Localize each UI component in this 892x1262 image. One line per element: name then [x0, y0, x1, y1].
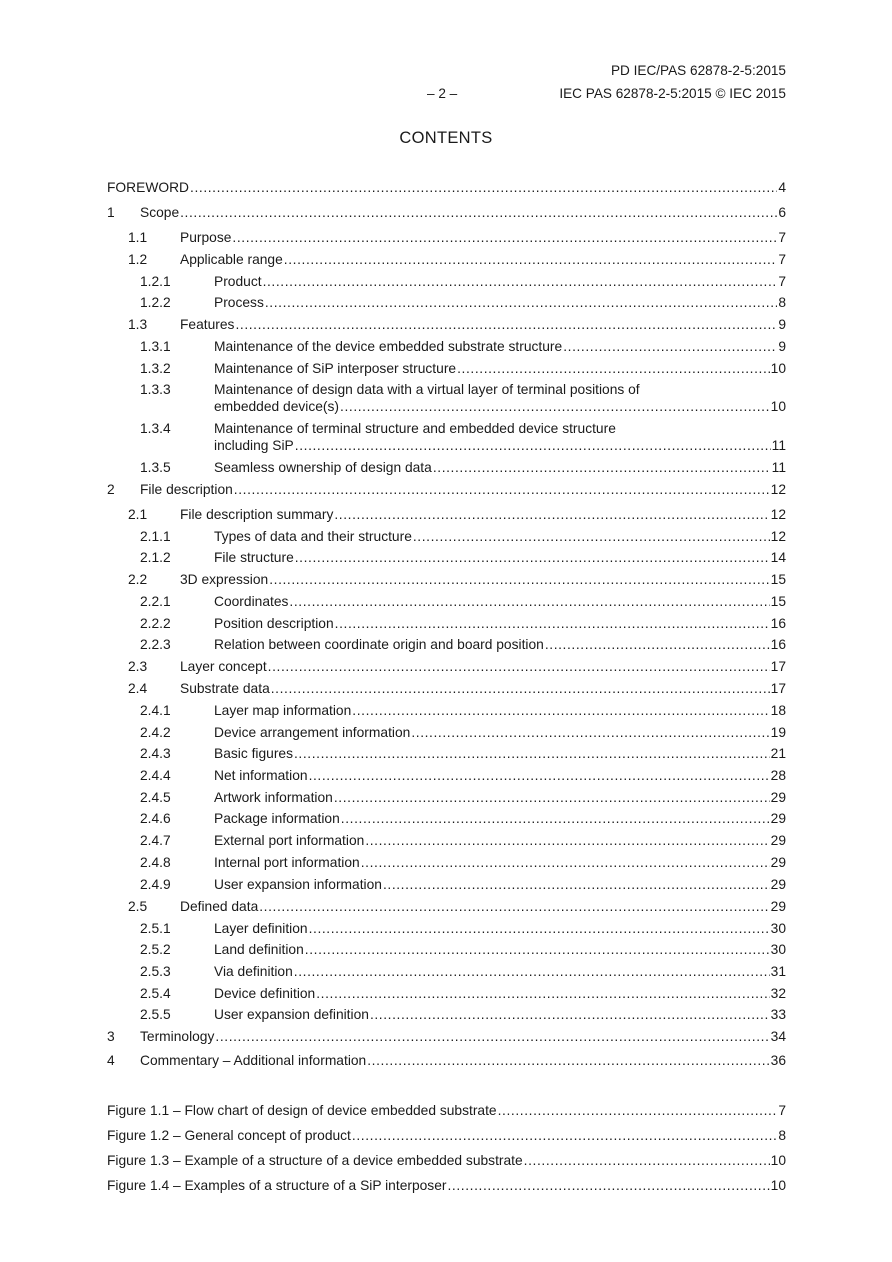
toc-entry-text-line: Maintenance of terminal structure and embedded device structure: [214, 421, 616, 436]
figure-entry-page: 7: [778, 1103, 786, 1118]
toc-entry-title: Layer map information: [214, 703, 352, 718]
dot-leader: [370, 1006, 770, 1023]
toc-entry-page: 10: [770, 399, 786, 414]
toc-entry-title: Package information: [214, 811, 340, 826]
toc-entry-number: 1.3.1: [140, 339, 171, 354]
toc-entry-number: 2.1: [128, 507, 148, 522]
dot-leader: [340, 398, 770, 415]
dot-leader: [334, 506, 769, 523]
dot-leader: [269, 571, 769, 588]
toc-entry[interactable]: [107, 481, 786, 498]
toc-entry-title: Substrate data: [180, 681, 270, 696]
toc-entry[interactable]: [140, 549, 786, 566]
dot-leader: [383, 876, 770, 893]
dot-leader: [295, 549, 770, 566]
figure-entry-title: Figure 1.4 – Examples of a structure of a SiP interposer: [107, 1178, 447, 1193]
toc-entry-page: 9: [778, 339, 786, 354]
toc-entry-number: 3: [107, 1029, 115, 1044]
toc-entry-number: 2.5.5: [140, 1007, 171, 1022]
dot-leader: [361, 854, 770, 871]
toc-entry-page: 29: [770, 855, 786, 870]
toc-entry-number: 1.3.5: [140, 460, 171, 475]
toc-entry-page: 7: [778, 252, 786, 267]
copyright-line: IEC PAS 62878-2-5:2015 © IEC 2015: [559, 86, 786, 101]
toc-entry-title: Maintenance of SiP interposer structure: [214, 361, 457, 376]
dot-leader: [284, 251, 778, 268]
toc-entry[interactable]: [140, 636, 786, 653]
dot-leader: [295, 437, 771, 454]
dot-leader: [316, 985, 769, 1002]
toc-entry-number: 2.2.1: [140, 594, 171, 609]
toc-entry-number: 1.2: [128, 252, 148, 267]
figure-entry-page: 10: [770, 1153, 786, 1168]
toc-entry[interactable]: [107, 1052, 786, 1069]
dot-leader: [190, 179, 777, 196]
dot-leader: [524, 1152, 770, 1169]
dot-leader: [289, 593, 769, 610]
dot-leader: [268, 658, 770, 675]
toc-entry-number: 2.4.1: [140, 703, 171, 718]
toc-entry-number: 1.3: [128, 317, 148, 332]
toc-entry[interactable]: [140, 338, 786, 355]
toc-entry[interactable]: [140, 854, 786, 871]
toc-entry-number: 2.3: [128, 659, 148, 674]
dot-leader: [335, 615, 770, 632]
toc-entry-page: 11: [771, 460, 786, 475]
toc-entry-number: 1.3.2: [140, 361, 171, 376]
toc-entry-number: 1.2.2: [140, 295, 171, 310]
toc-entry-number: 2.1.2: [140, 550, 171, 565]
toc-entry-title: Seamless ownership of design data: [214, 460, 432, 475]
toc-entry-title: Position description: [214, 616, 334, 631]
toc-entry-title: File description summary: [180, 507, 334, 522]
figure-entry[interactable]: [107, 1102, 786, 1119]
figure-entry-title: Figure 1.2 – General concept of product: [107, 1128, 351, 1143]
toc-entry-title: Defined data: [180, 899, 259, 914]
toc-entry[interactable]: [140, 615, 786, 632]
toc-entry-page: 33: [770, 1007, 786, 1022]
toc-entry-title: Internal port information: [214, 855, 360, 870]
toc-entry-title: Features: [180, 317, 235, 332]
dot-leader: [305, 941, 770, 958]
toc-entry[interactable]: [140, 963, 786, 980]
toc-entry-title: Scope: [140, 205, 180, 220]
toc-entry-page: 4: [778, 180, 786, 195]
figure-entry-page: 8: [778, 1128, 786, 1143]
toc-entry[interactable]: [140, 876, 786, 893]
toc-entry-title: Layer concept: [180, 659, 267, 674]
page-title: CONTENTS: [399, 129, 493, 147]
toc-entry-number: 2.4.4: [140, 768, 171, 783]
toc-entry-title: FOREWORD: [107, 180, 190, 195]
dot-leader: [263, 273, 778, 290]
toc-entry-title: Maintenance of the device embedded substrate structure: [214, 339, 563, 354]
toc-entry-title: Purpose: [180, 230, 232, 245]
toc-entry[interactable]: [140, 360, 786, 377]
toc-entry-page: 17: [770, 681, 786, 696]
dot-leader: [545, 636, 770, 653]
toc-entry[interactable]: [140, 459, 786, 476]
toc-entry-page: 17: [770, 659, 786, 674]
toc-entry[interactable]: [107, 179, 786, 196]
toc-entry-page: 8: [778, 295, 786, 310]
toc-entry-page: 16: [770, 616, 786, 631]
toc-entry-page: 28: [770, 768, 786, 783]
dot-leader: [352, 1127, 777, 1144]
toc-entry-page: 29: [770, 899, 786, 914]
toc-entry-title: User expansion definition: [214, 1007, 369, 1022]
toc-entry-number: 2.2.2: [140, 616, 171, 631]
toc-entry-page: 30: [770, 921, 786, 936]
toc-entry-number: 2.4.6: [140, 811, 171, 826]
toc-entry[interactable]: [140, 767, 786, 784]
toc-entry-page: 36: [770, 1053, 786, 1068]
toc-entry-title: File description: [140, 482, 233, 497]
toc-entry-page: 6: [778, 205, 786, 220]
toc-entry[interactable]: [140, 593, 786, 610]
toc-entry[interactable]: [128, 506, 786, 523]
dot-leader: [563, 338, 777, 355]
toc-entry-number: 2.4.5: [140, 790, 171, 805]
toc-entry-number: 2.2: [128, 572, 148, 587]
toc-entry-page: 29: [770, 833, 786, 848]
toc-entry-title: Land definition: [214, 942, 304, 957]
toc-entry-title: Device definition: [214, 986, 316, 1001]
toc-entry[interactable]: [140, 724, 786, 741]
dot-leader: [232, 229, 777, 246]
toc-entry[interactable]: [140, 1006, 786, 1023]
toc-entry-number: 2.1.1: [140, 529, 171, 544]
toc-entry[interactable]: [140, 273, 786, 290]
toc-entry-title: Process: [214, 295, 264, 310]
toc-entry-number: 2.5: [128, 899, 148, 914]
toc-entry-number: 1.1: [128, 230, 148, 245]
toc-entry-title: Coordinates: [214, 594, 289, 609]
toc-entry-title: External port information: [214, 833, 365, 848]
toc-entry-page: 34: [770, 1029, 786, 1044]
dot-leader: [234, 481, 770, 498]
toc-entry[interactable]: [128, 898, 786, 915]
toc-entry[interactable]: [140, 985, 786, 1002]
dot-leader: [447, 1177, 769, 1194]
toc-entry[interactable]: [140, 920, 786, 937]
toc-entry-number: 2.5.3: [140, 964, 171, 979]
toc-entry-title: Basic figures: [214, 746, 293, 761]
toc-entry[interactable]: [140, 789, 786, 806]
toc-entry-page: 29: [770, 811, 786, 826]
dot-leader: [294, 745, 770, 762]
toc-entry-title: Net information: [214, 768, 308, 783]
toc-entry-page: 29: [770, 790, 786, 805]
page-number: – 2 –: [427, 86, 458, 101]
toc-entry-page: 15: [770, 594, 786, 609]
toc-entry[interactable]: [140, 528, 786, 545]
toc-entry[interactable]: [107, 1028, 786, 1045]
dot-leader: [341, 810, 770, 827]
dot-leader: [367, 1052, 769, 1069]
figure-entry[interactable]: [107, 1127, 786, 1144]
toc-entry-title: File structure: [214, 550, 294, 565]
figure-entry[interactable]: [107, 1177, 786, 1194]
toc-entry[interactable]: [107, 204, 786, 221]
toc-entry-number: 4: [107, 1053, 115, 1068]
toc-entry-page: 19: [770, 725, 786, 740]
toc-entry-number: 1.2.1: [140, 274, 171, 289]
toc-entry[interactable]: [140, 702, 786, 719]
dot-leader: [365, 832, 769, 849]
toc-entry[interactable]: [128, 251, 786, 268]
dot-leader: [294, 963, 770, 980]
toc-entry-title: 3D expression: [180, 572, 269, 587]
toc-entry-page: 16: [770, 637, 786, 652]
dot-leader: [259, 898, 769, 915]
toc-entry-number: 2.4: [128, 681, 148, 696]
toc-entry[interactable]: [128, 680, 786, 697]
toc-entry[interactable]: [140, 941, 786, 958]
dot-leader: [215, 1028, 769, 1045]
toc-entry-page: 7: [778, 230, 786, 245]
toc-entry[interactable]: [140, 294, 786, 311]
dot-leader: [498, 1102, 778, 1119]
toc-entry-title: User expansion information: [214, 877, 382, 892]
toc-entry-number: 2.4.7: [140, 833, 171, 848]
toc-entry-page: 12: [770, 529, 786, 544]
toc-entry-page: 18: [770, 703, 786, 718]
toc-entry[interactable]: [128, 229, 786, 246]
toc-entry-page: 32: [770, 986, 786, 1001]
toc-entry-page: 14: [770, 550, 786, 565]
dot-leader: [411, 724, 769, 741]
dot-leader: [352, 702, 769, 719]
toc-entry-number: 2.5.2: [140, 942, 171, 957]
toc-entry[interactable]: [140, 810, 786, 827]
document-code: PD IEC/PAS 62878-2-5:2015: [610, 63, 786, 78]
toc-entry-page: 21: [770, 746, 786, 761]
toc-entry-page: 7: [778, 274, 786, 289]
toc-entry-page: 11: [771, 438, 786, 453]
toc-entry-number: 2: [107, 482, 115, 497]
dot-leader: [309, 767, 770, 784]
toc-entry-title: Layer definition: [214, 921, 308, 936]
toc-entry-page: 9: [778, 317, 786, 332]
dot-leader: [180, 204, 777, 221]
toc-entry[interactable]: [140, 832, 786, 849]
toc-entry-title: Via definition: [214, 964, 293, 979]
dot-leader: [413, 528, 770, 545]
toc-entry-number: 2.5.4: [140, 986, 171, 1001]
dot-leader: [433, 459, 771, 476]
dot-leader: [265, 294, 777, 311]
toc-entry-number: 2.4.9: [140, 877, 171, 892]
toc-entry[interactable]: [140, 745, 786, 762]
toc-entry-page: 30: [770, 942, 786, 957]
toc-entry-page: 31: [770, 964, 786, 979]
toc-entry-title: Types of data and their structure: [214, 529, 412, 544]
toc-entry-number: 1.3.4: [140, 421, 171, 436]
toc-entry-number: 2.4.3: [140, 746, 171, 761]
toc-entry-number: 1.3.3: [140, 382, 171, 397]
toc-entry-title: Product: [214, 274, 262, 289]
dot-leader: [271, 680, 770, 697]
toc-entry-page: 12: [770, 482, 786, 497]
figure-entry-page: 10: [770, 1178, 786, 1193]
toc-entry-number: 2.4.8: [140, 855, 171, 870]
toc-entry-title: including SiP: [214, 438, 294, 453]
toc-entry-number: 2.4.2: [140, 725, 171, 740]
toc-entry[interactable]: [128, 658, 786, 675]
toc-entry-title: Commentary – Additional information: [140, 1053, 367, 1068]
toc-entry-number: 2.5.1: [140, 921, 171, 936]
dot-leader: [334, 789, 770, 806]
toc-entry[interactable]: [128, 316, 786, 333]
figure-entry-title: Figure 1.3 – Example of a structure of a device embedded substrate: [107, 1153, 523, 1168]
toc-entry-number: 2.2.3: [140, 637, 171, 652]
toc-entry-page: 29: [770, 877, 786, 892]
toc-entry-title: embedded device(s): [214, 399, 340, 414]
dot-leader: [457, 360, 770, 377]
figure-entry-title: Figure 1.1 – Flow chart of design of device embedded substrate: [107, 1103, 497, 1118]
dot-leader: [309, 920, 770, 937]
toc-entry-title: Device arrangement information: [214, 725, 411, 740]
toc-entry-page: 12: [770, 507, 786, 522]
dot-leader: [235, 316, 777, 333]
toc-entry-title: Terminology: [140, 1029, 215, 1044]
toc-entry-page: 15: [770, 572, 786, 587]
toc-entry-text-line: Maintenance of design data with a virtual layer of terminal positions of: [214, 382, 640, 397]
toc-entry-title: Applicable range: [180, 252, 283, 267]
toc-entry-number: 1: [107, 205, 115, 220]
toc-entry-title: Artwork information: [214, 790, 333, 805]
figure-entry[interactable]: [107, 1152, 786, 1169]
toc-entry-page: 10: [770, 361, 786, 376]
toc-entry[interactable]: [128, 571, 786, 588]
toc-entry-title: Relation between coordinate origin and board position: [214, 637, 544, 652]
